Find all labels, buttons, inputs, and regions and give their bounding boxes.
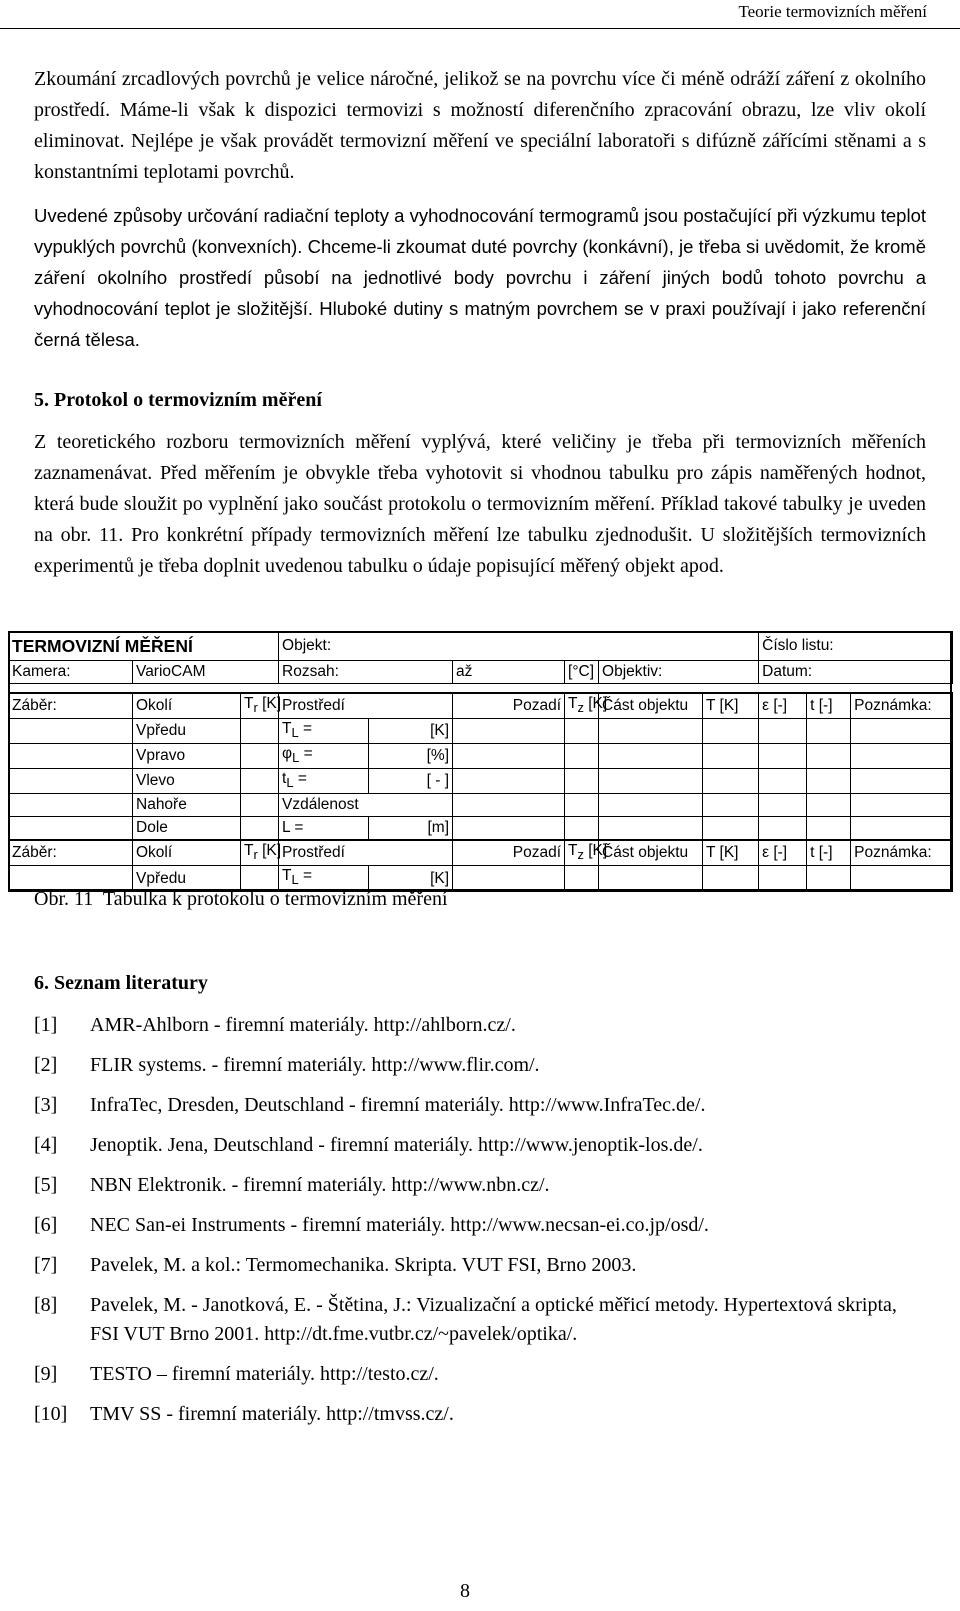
reference-number: [5] (34, 1174, 58, 1196)
table-row (9, 693, 953, 719)
pozadi-header: Pozadí (453, 693, 565, 719)
cislo-listu-label: Číslo listu: (759, 632, 953, 661)
tr-header: $T_r$ [K] (241, 693, 279, 719)
objektiv-label: Objektiv: (599, 661, 759, 684)
reference-number: [6] (34, 1214, 58, 1236)
reference-list (34, 1011, 926, 1429)
table-title: TERMOVIZNÍ MĚŘENÍ (9, 632, 279, 661)
protocol-table-figure (0, 631, 960, 895)
literature-section (34, 968, 926, 1440)
header-rule (0, 28, 960, 29)
protocol-table (8, 631, 953, 892)
reference-text: TMV SS - firemní materiály. http://tmvss.cz/. (90, 1403, 454, 1425)
t-k-header: T [K] (703, 693, 759, 719)
eps-header: ε [-] (759, 693, 807, 719)
table-row: Vpředu $T_L$ = [K] (9, 719, 953, 744)
reference-text: NEC San-ei Instruments - firemní materiály. http://www.necsan-ei.co.jp/osd/. (90, 1214, 709, 1236)
reference-item (34, 1291, 926, 1349)
datum-label: Datum: (759, 661, 953, 684)
table-row: Vpředu $T_L$ = [K] (9, 866, 953, 891)
reference-text: TESTO – firemní materiály. http://testo.cz/. (90, 1363, 439, 1385)
reference-number: [8] (34, 1294, 58, 1316)
reference-item (34, 1171, 926, 1200)
reference-number: [3] (34, 1094, 58, 1116)
table-row (9, 661, 953, 684)
reference-text: InfraTec, Dresden, Deutschland - firemní materiály. http://www.InfraTec.de/. (90, 1094, 706, 1116)
page-header (0, 0, 960, 30)
reference-item (34, 1011, 926, 1040)
az-label: až (453, 661, 565, 684)
reference-text: FLIR systems. - firemní materiály. http://www.flir.com/. (90, 1054, 540, 1076)
kamera-label: Kamera: (9, 661, 133, 684)
table-row: Dole L = [m] (9, 817, 953, 841)
prostredi-header: Prostředí (279, 693, 453, 719)
table-row (9, 684, 953, 694)
t-header: t [-] (807, 693, 851, 719)
reference-text: NBN Elektronik. - firemní materiály. http://www.nbn.cz/. (90, 1174, 550, 1196)
section-6-title: 6. Seznam literatury (34, 972, 208, 994)
reference-number: [4] (34, 1134, 58, 1156)
nahore-label: Nahoře (133, 794, 241, 817)
kamera-value: VarioCAM (133, 661, 279, 684)
reference-item (34, 1360, 926, 1389)
vlevo-label: Vlevo (133, 769, 241, 794)
table-row: Záběr: Okolí $T_r$ [K] Prostředí Pozadí $T_z$ [K] Část objektu T [K] ε [-] t [-] Poznámka: (9, 840, 953, 866)
figure-caption: Obr. 11 Tabulka k protokolu o termovizním měření (34, 888, 448, 910)
header-title: Teorie termovizních měření (738, 2, 927, 21)
table-row: Vpravo $\varphi_L$ = [%] (9, 744, 953, 769)
paragraph-zrcadlove-povrchy: Zkoumání zrcadlových povrchů je velice náročné, jelikož se na povrchu více či méně odráží záření z okolního prostředí. Máme-li však k dispozici termovizi s možností diferenčního zpracování obrazu, lze vliv okolí eliminovat. Nejlépe je však provádět termovizní měření ve speciální laboratoři s difúzně zářícími stěnami a s konstantními teplotami povrchů. (34, 68, 926, 183)
paragraph-konkavni-povrchy: Uvedené způsoby určování radiační teploty a vyhodnocování termogramů jsou postačující při výzkumu teplot vypuklých povrchů (konvexních). Chceme-li zkoumat duté povrchy (konkávní), je třeba si uvědomit, že kromě záření okolního prostředí působí na jednotlivé body povrchu i záření jiných bodů tohoto povrchu a vyhodnocování teplot je složitější. Hluboké dutiny s matným povrchem se v praxi používají i jako referenční černá tělesa. (34, 205, 926, 350)
reference-item (34, 1400, 926, 1429)
reference-number: [10] (34, 1403, 68, 1425)
tz-header: $T_z$ [K] (565, 693, 599, 719)
reference-number: [9] (34, 1363, 58, 1385)
vpredu-label: Vpředu (133, 719, 241, 744)
reference-text: Jenoptik. Jena, Deutschland - firemní materiály. http://www.jenoptik-los.de/. (90, 1134, 703, 1156)
reference-item (34, 1211, 926, 1240)
main-text (34, 64, 926, 582)
cast-objektu-header: Část objektu (599, 693, 703, 719)
section-5-title: 5. Protokol o termovizním měření (34, 389, 322, 411)
rozsah-label: Rozsah: (279, 661, 453, 684)
reference-number: [7] (34, 1254, 58, 1276)
reference-item (34, 1051, 926, 1080)
table-row (9, 632, 953, 661)
reference-item (34, 1251, 926, 1280)
table-row: Vlevo $t_L$ = [ - ] (9, 769, 953, 794)
reference-text: AMR-Ahlborn - firemní materiály. http://ahlborn.cz/. (90, 1014, 516, 1036)
vzdalenost-label: Vzdálenost (279, 794, 453, 817)
dole-label: Dole (133, 817, 241, 841)
reference-text: Pavelek, M. - Janotková, E. - Štětina, J.: Vizualizační a optické měřicí metody. Hypertextová skripta, FSI VUT Brno 2001. http://dt.fme.vutbr.cz/~pavelek/optika/. (90, 1294, 897, 1345)
objekt-label: Objekt: (279, 632, 759, 661)
reference-item (34, 1091, 926, 1120)
page-number: 8 (460, 1580, 470, 1602)
poznamka-header: Poznámka: (851, 693, 953, 719)
rozsah-unit: [°C] (565, 661, 599, 684)
reference-number: [1] (34, 1014, 58, 1036)
reference-text: Pavelek, M. a kol.: Termomechanika. Skripta. VUT FSI, Brno 2003. (90, 1254, 637, 1276)
zaber-label: Záběr: (9, 693, 133, 719)
vpravo-label: Vpravo (133, 744, 241, 769)
okoli-header: Okolí (133, 693, 241, 719)
table-row (9, 794, 953, 817)
paragraph-protokol: Z teoretického rozboru termovizních měření vyplývá, které veličiny je třeba při termovizních měřeních zaznamenávat. Před měřením je obvykle třeba vyhotovit si vhodnou tabulku pro zápis naměřených hodnot, která bude sloužit po vyplnění jako součást protokolu o termovizním měření. Příklad takové tabulky je uveden na obr. 11. Pro konkrétní případy termovizních měření lze tabulku zjednodušit. U složitějších termovizních experimentů je třeba doplnit uvedenou tabulku o údaje popisující měřený objekt apod. (34, 431, 926, 577)
reference-item (34, 1131, 926, 1160)
reference-number: [2] (34, 1054, 58, 1076)
